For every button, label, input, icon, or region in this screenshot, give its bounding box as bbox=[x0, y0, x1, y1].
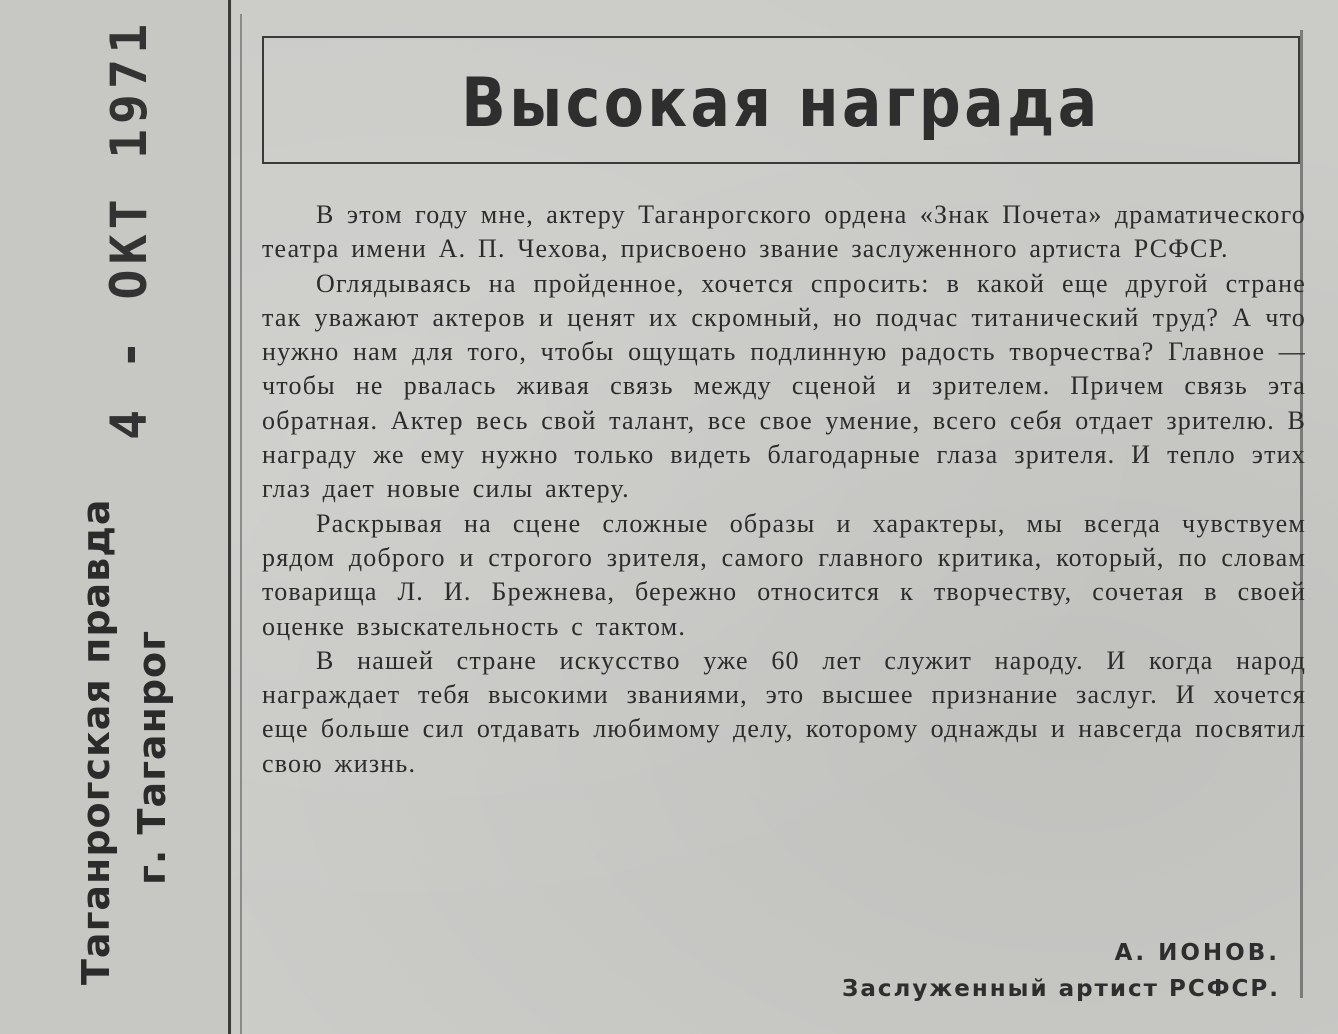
author-name: А. ИОНОВ. bbox=[1114, 940, 1280, 966]
stamp-date: 4 - ОКТ 1971 bbox=[100, 18, 158, 440]
article-paragraph: В этом году мне, актеру Таганрогского ордена «Знак Почета» драматического театра имени А. П. Чехова, присвоено звание заслуженного артиста РСФСР. bbox=[262, 200, 1306, 264]
author-title: Заслуженный артист РСФСР. bbox=[842, 976, 1280, 1002]
archive-stamp-strip bbox=[0, 0, 232, 1034]
article-paragraph: Оглядываясь на пройденное, хочется спросить: в какой еще другой стране так уважают актеров и ценят их скромный, но подчас титанический труд? А что нужно нам для того, чтобы ощущать подлинную радость творчества? Главное — чтобы не рвалась живая связь между сценой и зрителем. Причем связь эта обратная. Актер весь свой талант, все свое умение, всего себя отдает зрителю. В награду же ему нужно только видеть благодарные глаза зрителя. И тепло этих глаз дает новые силы актеру. bbox=[262, 268, 1306, 504]
article-body bbox=[262, 198, 1306, 781]
article-paragraph: В нашей стране искусство уже 60 лет служит народу. И когда народ награждает тебя высокими званиями, это высшее признание заслуг. И хочется еще больше сил отдавать любимому делу, которому однажды и навсегда посвятил свою жизнь. bbox=[262, 645, 1306, 778]
strip-divider bbox=[228, 0, 231, 1034]
headline-box bbox=[262, 36, 1300, 164]
article-paragraph: Раскрывая на сцене сложные образы и характеры, мы всегда чувствуем рядом доброго и строгого зрителя, самого главного критика, который, по словам товарища Л. И. Брежнева, бережно относится к творчеству, сочетая в своей оценке взыскательность с тактом. bbox=[262, 508, 1306, 641]
stamp-city: г. Таганрог bbox=[130, 630, 174, 885]
clipping-edge bbox=[240, 14, 242, 1034]
article-headline: Высокая награда bbox=[461, 64, 1101, 143]
stamp-newspaper-name: Таганрогская правда bbox=[74, 498, 118, 985]
